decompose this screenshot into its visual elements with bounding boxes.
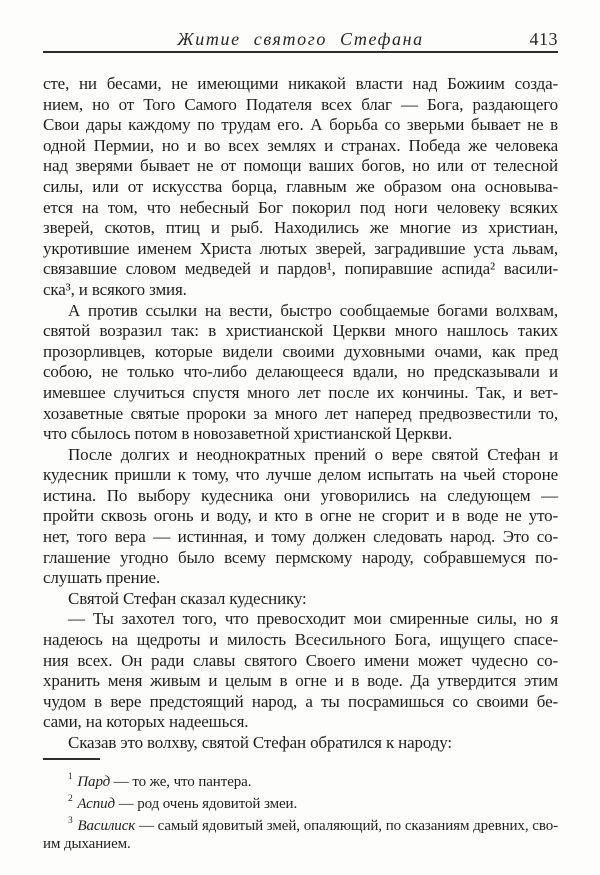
footnote-text: — самый ядовитый змей, опаляющий, по сказаниям древних, сво- xyxy=(135,818,558,835)
footnote-marker: 3 xyxy=(68,816,73,827)
footnote xyxy=(43,813,558,835)
text-line: нием, но от Того Самого Подателя всех благ — Бога, раздающего xyxy=(43,94,558,114)
text-line: что сбылось потом в новозаветной христианской Церкви. xyxy=(43,424,453,444)
page-header xyxy=(43,29,558,53)
text-line: Сказав это волхву, святой Стефан обратился к народу: xyxy=(68,733,452,752)
text-line: укротившие именем Христа лютых зверей, заградившие уста львам, xyxy=(43,238,558,258)
text-line: А против ссылки на вести, быстро сообщаемые богами волхвам, xyxy=(68,300,558,320)
text-line: После долгих и неоднократных прений о вере святой Стефан и xyxy=(68,444,558,464)
text-line: слушать прение. xyxy=(43,568,161,588)
footnote-marker: 2 xyxy=(68,793,73,804)
text-line: ска³, и всякого змия. xyxy=(43,279,187,299)
footnotes xyxy=(43,769,558,854)
text-line: ется на том, что небесный Бог покорил под ноги человеку всяких xyxy=(43,197,558,217)
text-line: собою, не только что-либо делающееся вдали, но предсказывали и xyxy=(43,362,558,382)
footnote-separator xyxy=(43,758,100,760)
page-body xyxy=(43,74,558,754)
text-line: кудесник пришли к тому, что лучше делом испытать на чьей стороне xyxy=(43,465,558,485)
text-line: нет, того вера — истинная, и тому должен следовать народ. Это со- xyxy=(43,527,558,547)
text-line: силы, или от искусства борца, главным же образом она основыва- xyxy=(43,176,558,196)
text-line: надеюсь на щедроты и милость Всесильного Бога, ищущего спасе- xyxy=(43,630,558,650)
text-line: зверей, скотов, птиц и рыб. Находились же многие из христиан, xyxy=(43,218,558,238)
text-line: Свои дары каждому по трудам его. А борьба со зверьми бывает не в xyxy=(43,115,558,135)
text-line: Святой Стефан сказал кудеснику: xyxy=(68,588,307,608)
footnote xyxy=(43,769,558,791)
text-line: одной Пермии, но и во всех землях и странах. Победа же человека xyxy=(43,135,558,155)
footnote-marker: 1 xyxy=(68,771,73,782)
footnote-text: — то же, что пантера. xyxy=(110,773,252,790)
page-number: 413 xyxy=(529,29,558,49)
footnote xyxy=(43,791,558,813)
footnote-continuation: им дыханием. xyxy=(43,836,131,853)
text-line: хозаветные святые пророки за много лет наперед предвозвестили то, xyxy=(43,403,558,423)
text-line: чудом в вере предстоящий народ, а ты посрамишься со своими бе- xyxy=(43,691,558,711)
running-title: Житие святого Стефана xyxy=(177,29,424,49)
text-line: имевшее случиться спустя много лет после их кончины. Так, и вет- xyxy=(43,382,558,402)
text-line: сте, ни бесами, не имеющими никакой власти над Божиим созда- xyxy=(43,74,558,93)
footnote-term: Пард xyxy=(77,773,111,790)
text-line: пройти сквозь огонь и воду, и кто в огне не сгорит и в воде не уто- xyxy=(43,506,558,526)
text-line: — Ты захотел того, что превосходит мои смиренные силы, но я xyxy=(68,609,558,629)
text-line: ния всех. Он ради славы святого Своего имени может чудесно со- xyxy=(43,650,558,670)
text-line: святой возразил так: в христианской Церкви много нашлось таких xyxy=(43,321,558,341)
footnote-text: — род очень ядовитой змеи. xyxy=(115,795,298,812)
footnote-term: Василиск xyxy=(77,818,136,835)
text-line: прозорливцев, которые видели своими духовными очами, как пред xyxy=(43,341,558,361)
text-line: хранить меня живым и целым в огне и в воде. Да утвердится этим xyxy=(43,671,558,691)
text-line: связавшие словом медведей и пардов¹, попиравшие аспида² васили- xyxy=(43,259,558,279)
text-line: над зверями бывает не от помощи ваших богов, но или от телесной xyxy=(43,156,558,176)
text-line: глашение угодно было всему пермскому народу, собравшемуся по- xyxy=(43,547,558,567)
footnote-term: Аспид xyxy=(77,795,115,812)
text-line: истина. По выбору кудесника они уговорились на следующем — xyxy=(43,485,558,505)
text-line: сами, на которых надеешься. xyxy=(43,712,249,732)
